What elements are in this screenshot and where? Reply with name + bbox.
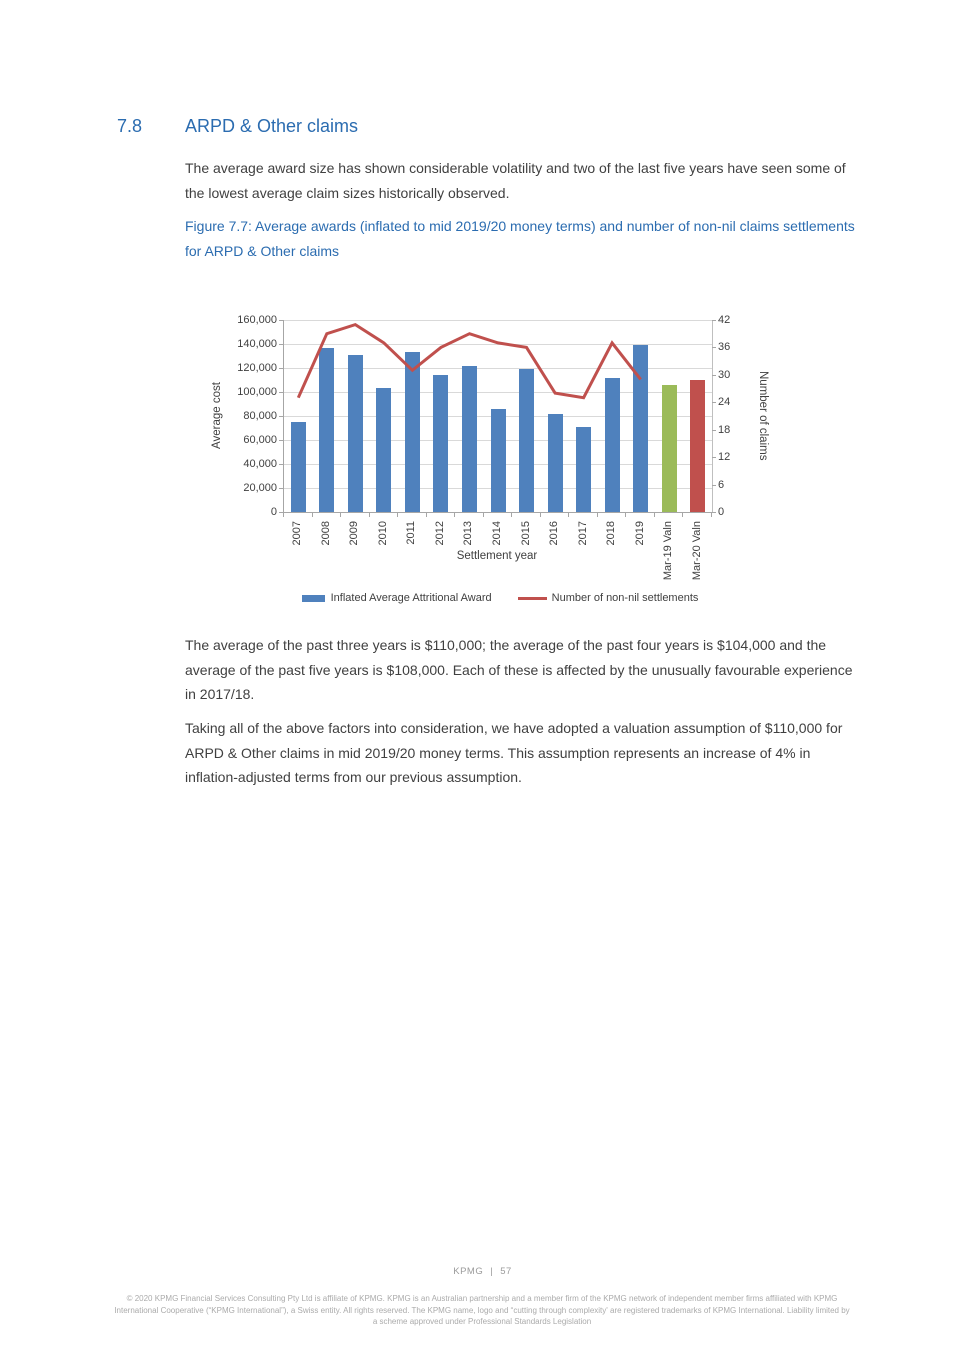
right-axis-tick-label: 6 (718, 478, 725, 491)
bar-series-legend-label: Inflated Average Attritional Award (330, 592, 492, 604)
x-axis-tick (597, 513, 598, 517)
line-series-legend-label: Number of non-nil settlements (551, 592, 699, 604)
x-axis-label-2010: 2010 (376, 521, 389, 546)
non-nil-settlements-line (284, 320, 712, 512)
x-axis-label-2009: 2009 (348, 521, 361, 546)
chart-legend (255, 592, 745, 604)
left-axis-tick (279, 488, 283, 489)
right-axis-tick-label: 0 (718, 506, 725, 518)
right-axis-tick (712, 430, 716, 431)
figure-7-7-chart (205, 300, 785, 630)
x-axis-tick (654, 513, 655, 517)
left-axis-tick (279, 344, 283, 345)
x-axis-label-2017: 2017 (576, 521, 589, 546)
right-axis-tick-label: 36 (718, 341, 731, 354)
x-axis-label-2008: 2008 (319, 521, 332, 546)
x-axis-tick (454, 513, 455, 517)
x-axis-label-2014: 2014 (491, 521, 503, 546)
left-axis-tick (279, 368, 283, 369)
footer-page-line (0, 1266, 965, 1277)
footer-disclaimer: © 2020 KPMG Financial Services Consulting Pty Ltd is affiliate of KPMG. KPMG is an Australian partnership and a member firm of the KPMG network of independent member firms affiliated with KPMG International Cooperative (“KPMG International”), a Swiss entity. All rights reserved. The KPMG name, logo and “cutting through complexity' are registered trademarks of KPMG International. Liability limited by a scheme approved under Professional Standards Legislation (114, 1294, 850, 1326)
left-axis-tick (279, 416, 283, 417)
x-axis-label-2007: 2007 (291, 521, 304, 546)
left-axis-tick (279, 320, 283, 321)
left-axis-title: Average cost (211, 382, 223, 450)
x-axis-label-2019: 2019 (633, 521, 646, 546)
x-axis-tick (283, 513, 284, 517)
right-axis-title: Number of claims (757, 371, 769, 461)
intro-paragraph: The average award size has shown considerable volatility and two of the last five years have seen some of the lowest average claim sizes historically observed. (185, 160, 846, 201)
x-axis-tick (369, 513, 370, 517)
left-axis-tick-label: 140,000 (237, 338, 277, 350)
left-axis-tick-label: 40,000 (243, 458, 277, 470)
footer-page-number: 57 (500, 1266, 512, 1277)
left-axis-tick-label: 60,000 (243, 434, 277, 446)
left-axis-tick-label: 100,000 (237, 386, 277, 398)
x-axis-label-2016: 2016 (548, 521, 561, 546)
left-axis-tick-label: 120,000 (237, 362, 277, 374)
x-axis-tick (483, 513, 484, 517)
x-axis-tick (340, 513, 341, 517)
left-axis-tick-label: 80,000 (243, 410, 277, 422)
x-axis-tick (397, 513, 398, 517)
line-series-legend-swatch (518, 597, 547, 600)
x-axis-tick (682, 513, 683, 517)
left-axis-tick (279, 392, 283, 393)
line-path (298, 325, 640, 398)
left-axis-tick-label: 160,000 (237, 314, 277, 326)
section-number: 7.8 (117, 116, 143, 136)
x-axis-tick (711, 513, 712, 517)
left-axis-tick-label: 0 (270, 506, 277, 518)
section-title: ARPD & Other claims (185, 116, 359, 136)
right-axis-tick (712, 347, 716, 348)
figure-caption: Figure 7.7: Average awards (inflated to mid 2019/20 money terms) and number of non-nil claims settlements for ARPD & Other claims (185, 218, 855, 259)
x-axis-label-2015: 2015 (519, 521, 532, 546)
footer-brand: KPMG (453, 1266, 484, 1277)
right-axis-tick-label: 18 (718, 423, 731, 436)
x-axis-tick (312, 513, 313, 517)
x-axis-label-2018: 2018 (605, 521, 618, 546)
footer-separator: | (490, 1266, 494, 1277)
x-axis-label-2011: 2011 (405, 521, 418, 545)
x-axis-label-Mar-19 Valn: Mar-19 Valn (662, 521, 675, 581)
left-axis-tick-label: 20,000 (243, 482, 277, 494)
right-axis-tick (712, 457, 716, 458)
x-axis-tick (625, 513, 626, 517)
assumption-paragraph: Taking all of the above factors into consideration, we have adopted a valuation assumption of $110,000 for ARPD & Other claims in mid 2019/20 money terms. This assumption represents an increase of 4% in inflation-adjusted terms from our previous assumption. (185, 720, 843, 785)
right-axis-tick-label: 24 (718, 396, 731, 409)
right-axis-tick (712, 485, 716, 486)
x-axis-label-2012: 2012 (433, 521, 446, 546)
left-axis-tick (279, 464, 283, 465)
x-axis-label-2013: 2013 (462, 521, 475, 546)
right-axis-tick-label: 12 (718, 451, 731, 464)
right-axis-tick-label: 42 (718, 314, 731, 326)
right-axis-tick (712, 375, 716, 376)
right-axis-tick (712, 512, 716, 513)
right-axis-tick-label: 30 (718, 368, 731, 381)
averages-paragraph: The average of the past three years is $110,000; the average of the past four years is $104,000 and the average of the past five years is $108,000. Each of these is affected by the unusually favourable experience in 2017/18. (185, 637, 853, 702)
right-axis-tick (712, 320, 716, 321)
left-axis-tick (279, 440, 283, 441)
x-axis-label-Mar-20 Valn: Mar-20 Valn (690, 521, 703, 581)
plot-area (283, 320, 713, 513)
x-axis-title: Settlement year (456, 550, 538, 562)
x-axis-tick (568, 513, 569, 517)
x-axis-tick (511, 513, 512, 517)
x-axis-tick (540, 513, 541, 517)
right-axis-tick (712, 402, 716, 403)
x-axis-tick (426, 513, 427, 517)
bar-series-legend-swatch (302, 595, 325, 602)
